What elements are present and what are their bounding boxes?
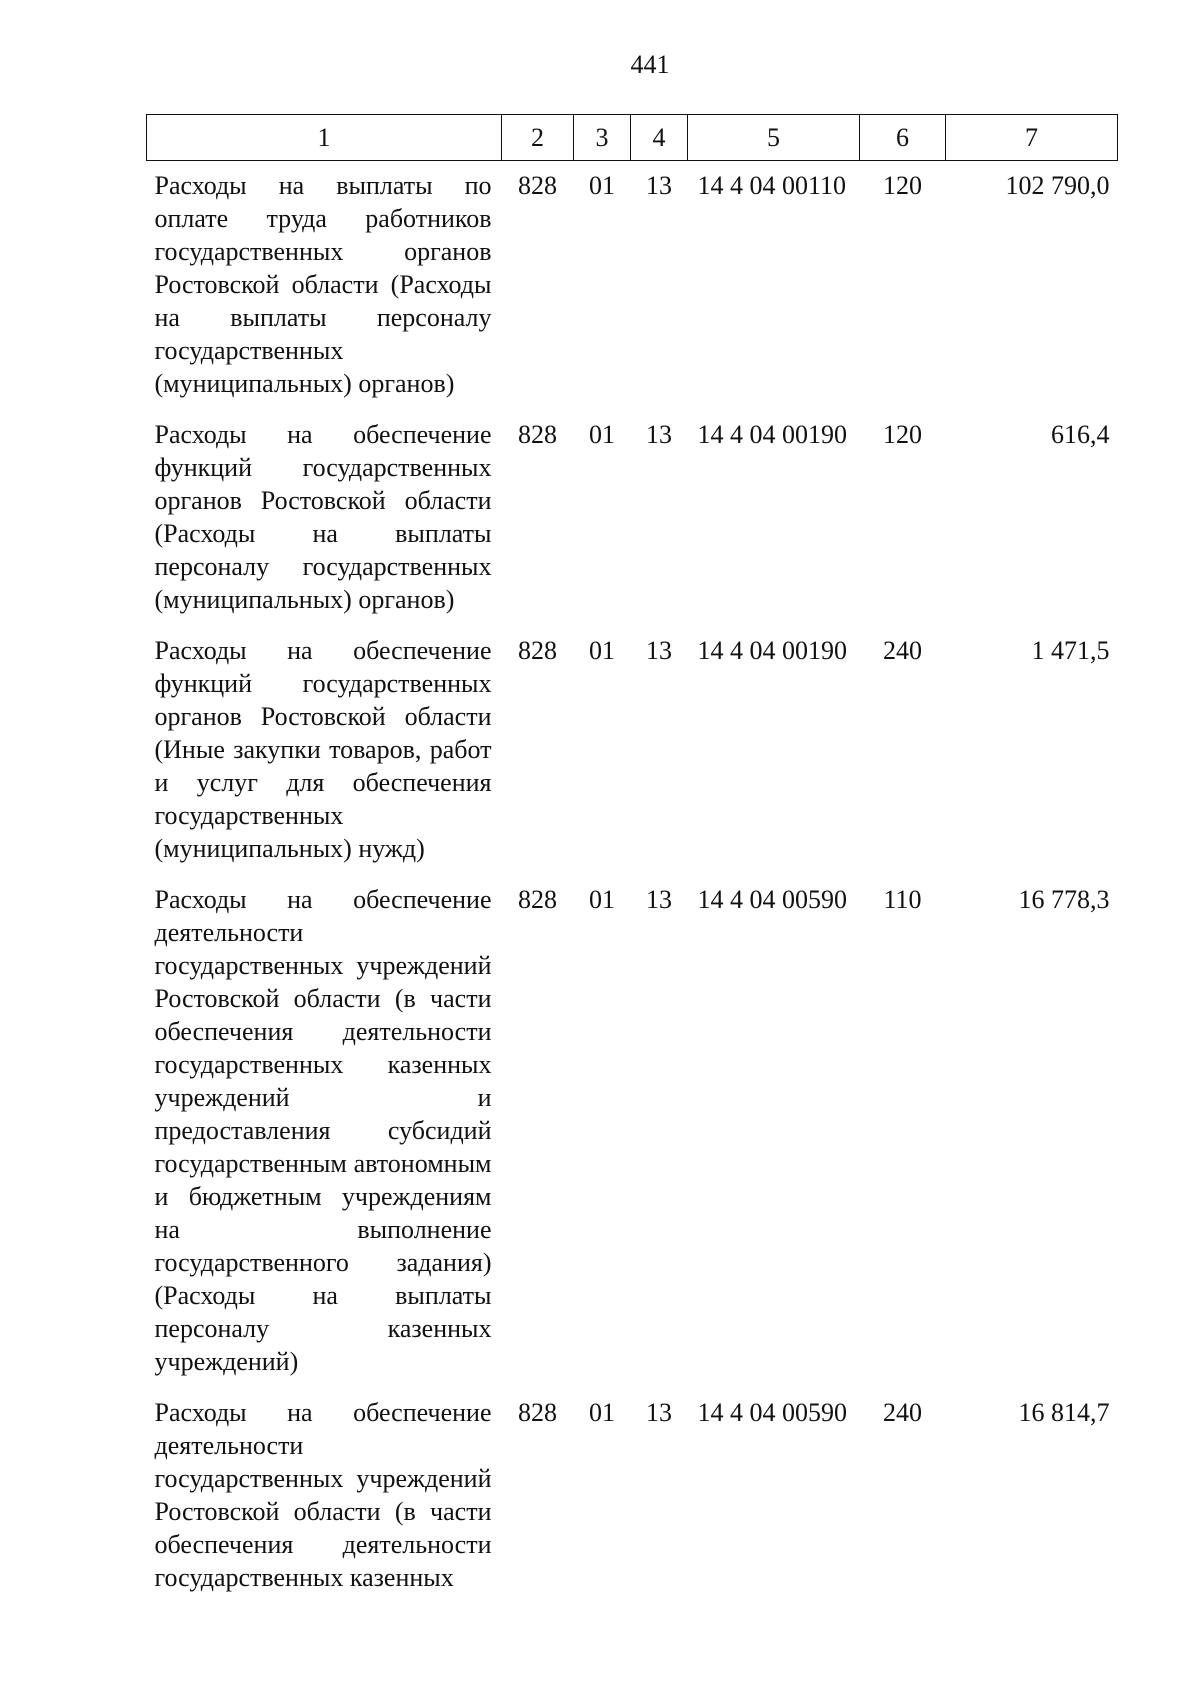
row-amount: 16 778,3 <box>1018 885 1110 914</box>
row-ministry-code: 828 <box>518 420 557 449</box>
row-description: Расходы на обеспечение функций государственных органов Ростовской области (Расходы на выплаты персоналу государственных (муниципальных) органов) <box>154 420 492 614</box>
header-col-3: 3 <box>574 115 631 161</box>
table-row <box>147 626 1118 875</box>
row-expense-type: 240 <box>883 1398 922 1427</box>
row-section: 01 <box>589 885 615 914</box>
header-col-1: 1 <box>147 115 502 161</box>
row-target-article: 14 4 04 00590 <box>697 1398 847 1427</box>
row-amount: 16 814,7 <box>1018 1398 1110 1427</box>
table-row <box>147 410 1118 626</box>
row-ministry-code: 828 <box>518 885 557 914</box>
row-expense-type: 240 <box>883 636 922 665</box>
row-amount: 102 790,0 <box>1005 171 1110 200</box>
header-col-6: 6 <box>860 115 946 161</box>
table-body <box>147 161 1118 1605</box>
row-description: Расходы на обеспечение деятельности государственных учреждений Ростовской области (в части обеспечения деятельности государственных казенных <box>154 1398 492 1592</box>
row-target-article: 14 4 04 00190 <box>697 420 847 449</box>
header-row <box>147 115 1118 161</box>
header-col-7: 7 <box>946 115 1118 161</box>
row-ministry-code: 828 <box>518 636 557 665</box>
row-amount: 616,4 <box>1051 420 1110 449</box>
row-section: 01 <box>589 636 615 665</box>
table-header <box>147 115 1118 161</box>
row-target-article: 14 4 04 00190 <box>697 636 847 665</box>
row-description: Расходы на обеспечение функций государственных органов Ростовской области (Иные закупки товаров, работ и услуг для обеспечения государственных (муниципальных) нужд) <box>154 636 492 863</box>
row-expense-type: 120 <box>883 420 922 449</box>
row-subsection: 13 <box>646 1398 672 1427</box>
row-expense-type: 120 <box>883 171 922 200</box>
header-col-4: 4 <box>631 115 688 161</box>
row-expense-type: 110 <box>883 885 922 914</box>
row-section: 01 <box>589 1398 615 1427</box>
table-row <box>147 1388 1118 1604</box>
row-subsection: 13 <box>646 171 672 200</box>
row-ministry-code: 828 <box>518 171 557 200</box>
row-description: Расходы на выплаты по оплате труда работников государственных органов Ростовской области (Расходы на выплаты персоналу государственных (муниципальных) органов) <box>154 171 492 398</box>
row-subsection: 13 <box>646 420 672 449</box>
page-number: 441 <box>630 50 670 79</box>
row-description: Расходы на обеспечение деятельности государственных учреждений Ростовской области (в части обеспечения деятельности государственных казенных учреждений и предоставления субсидий государственным автономным и бюджетным учреждениям на выполнение государственного задания) (Расходы на выплаты персоналу казенных учреждений) <box>154 885 492 1376</box>
row-subsection: 13 <box>646 636 672 665</box>
budget-table <box>146 114 1118 1604</box>
row-target-article: 14 4 04 00110 <box>697 171 847 200</box>
row-target-article: 14 4 04 00590 <box>697 885 847 914</box>
header-col-2: 2 <box>502 115 574 161</box>
row-amount: 1 471,5 <box>1031 636 1110 665</box>
row-subsection: 13 <box>646 885 672 914</box>
table-row <box>147 875 1118 1388</box>
row-section: 01 <box>589 420 615 449</box>
row-ministry-code: 828 <box>518 1398 557 1427</box>
header-col-5: 5 <box>688 115 860 161</box>
row-section: 01 <box>589 171 615 200</box>
table-row <box>147 161 1118 411</box>
